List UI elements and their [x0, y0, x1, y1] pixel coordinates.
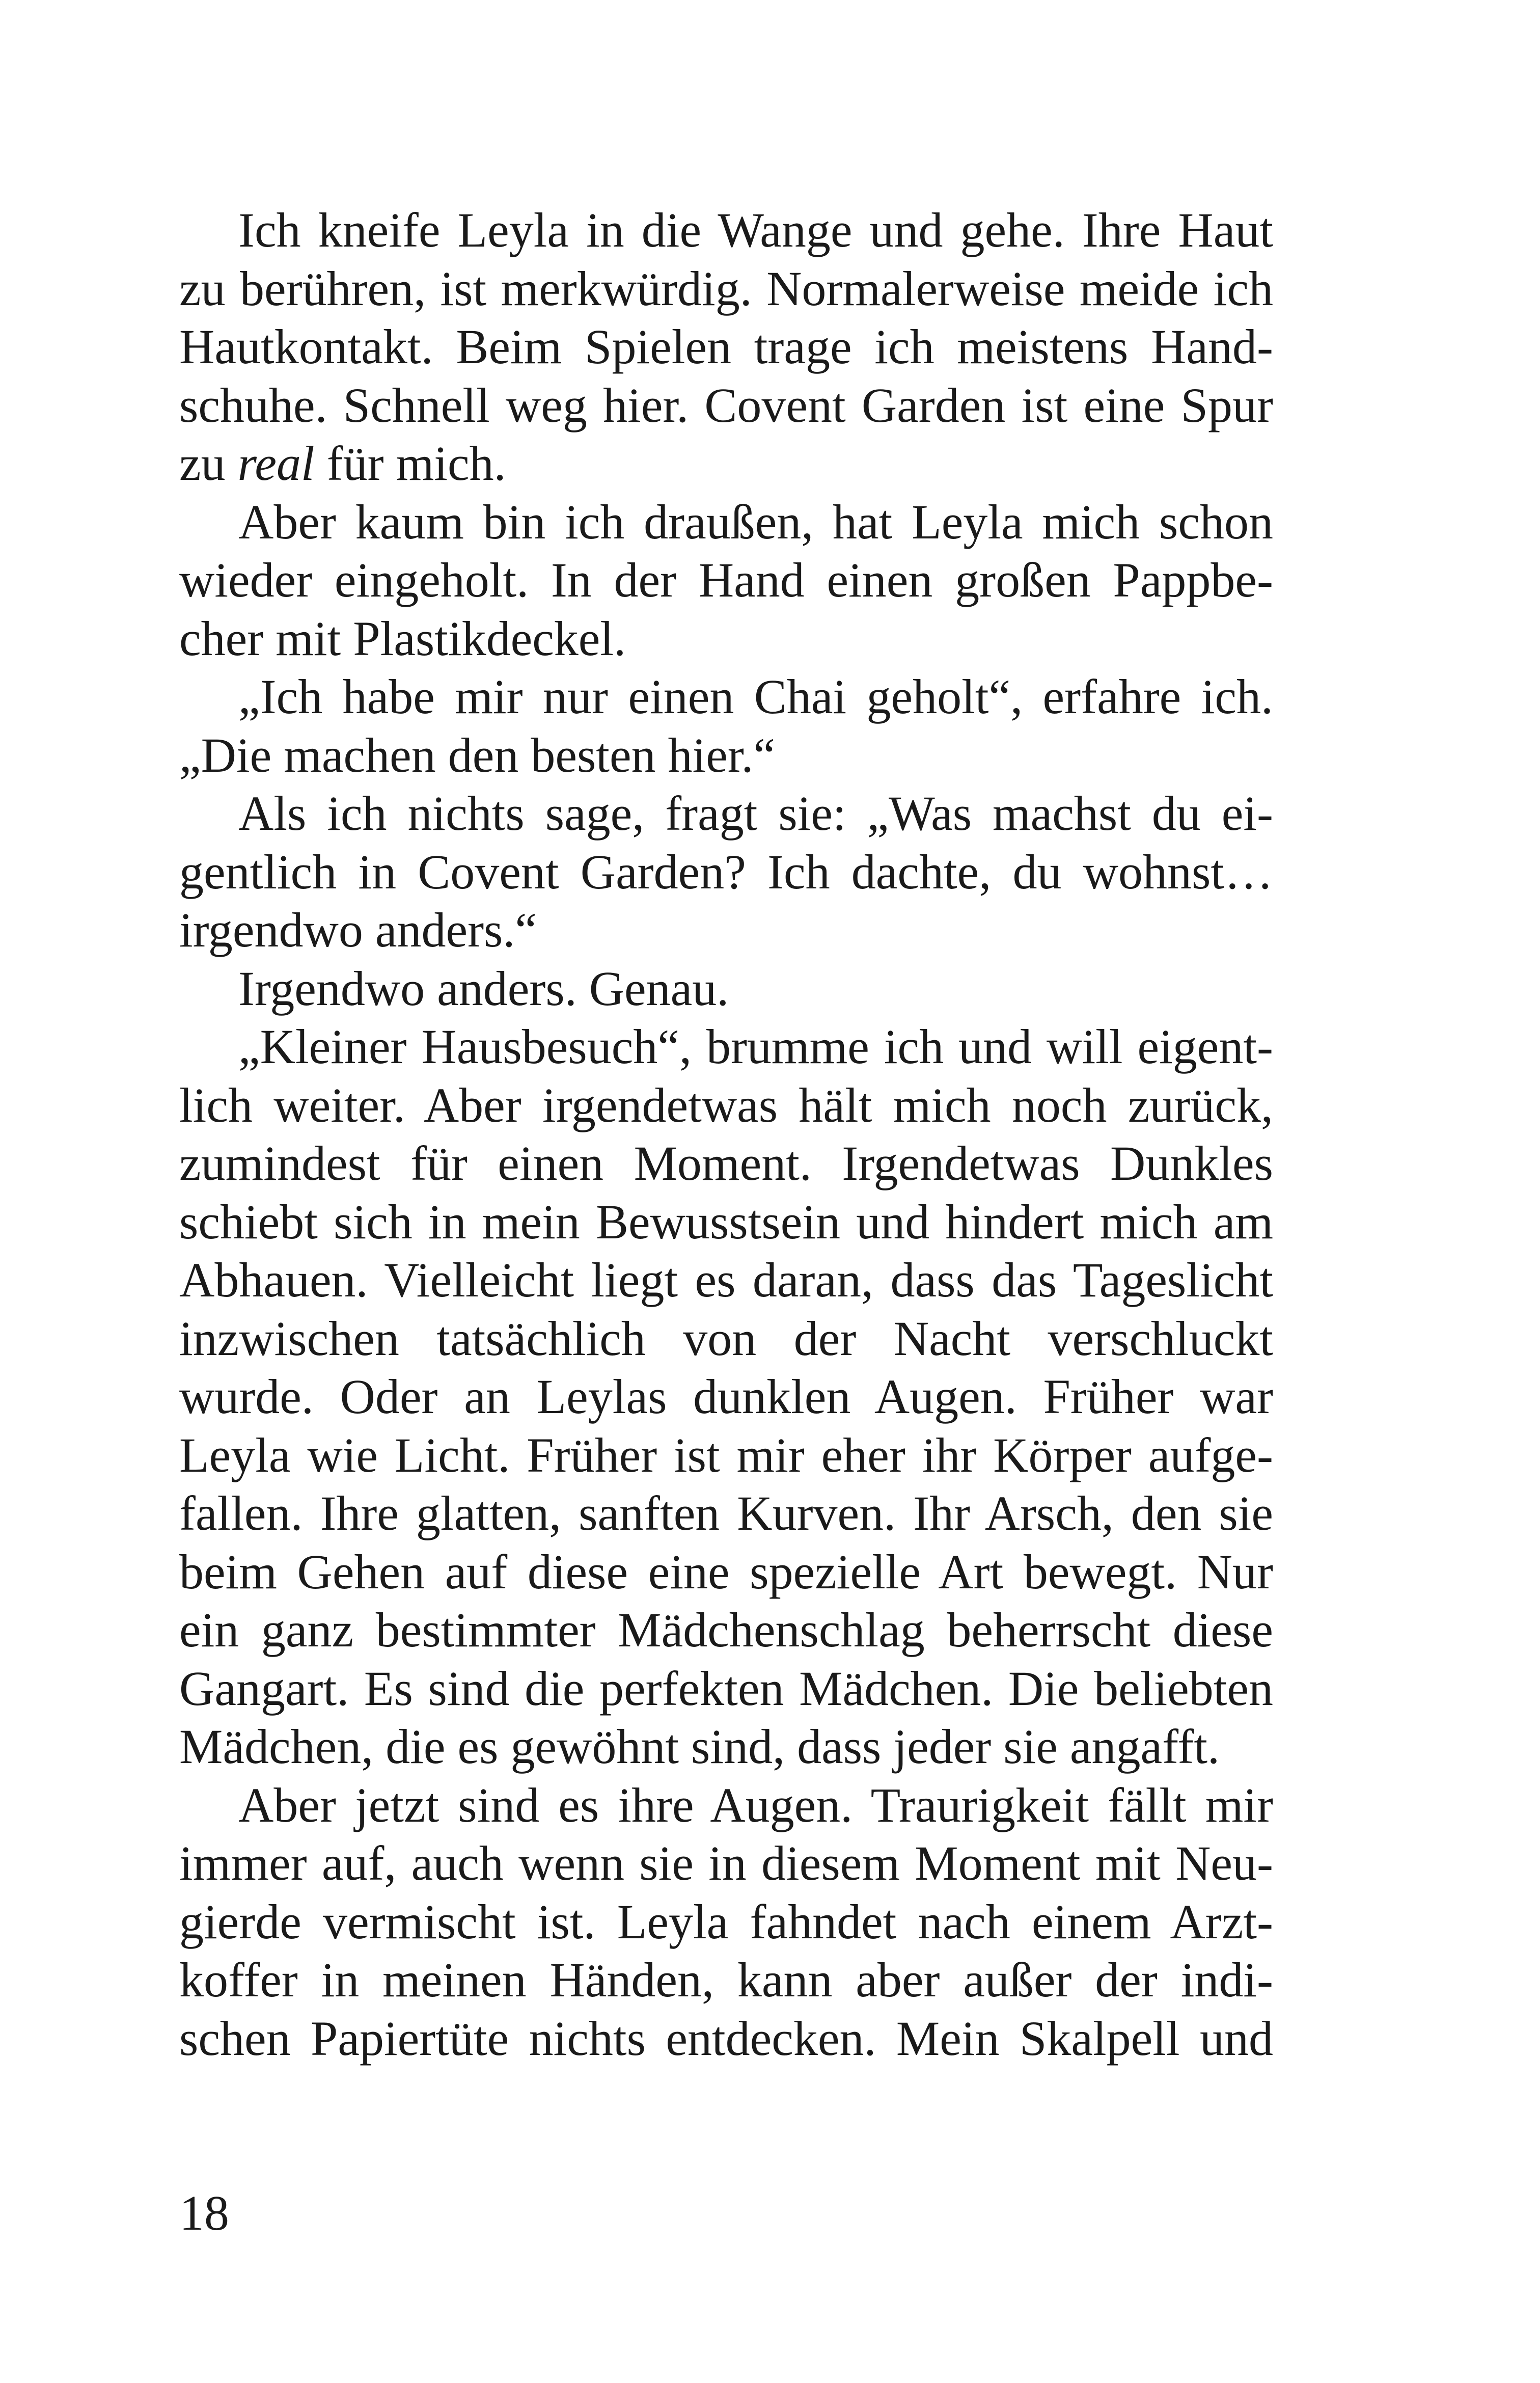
text-line: gierde vermischt ist. Leyla fahndet nach einem Arzt-: [179, 1894, 1273, 1949]
text-line: schen Papiertüte nichts entdecken. Mein Skalpell und: [179, 2011, 1273, 2066]
text-line: Als ich nichts sage, fragt sie: „Was machst du ei-: [238, 786, 1273, 841]
text-line: Aber jetzt sind es ihre Augen. Traurigkeit fällt mir: [238, 1777, 1273, 1832]
text-line: zumindest für einen Moment. Irgendetwas Dunkles: [179, 1136, 1273, 1190]
text-line: Irgendwo anders. Genau.: [238, 961, 729, 1016]
text-line: cher mit Plastikdeckel.: [179, 611, 626, 666]
text-line: lich weiter. Aber irgendetwas hält mich noch zurück,: [179, 1077, 1273, 1132]
text-line: „Ich habe mir nur einen Chai geholt“, erfahre ich.: [238, 669, 1273, 724]
text-line: Hautkontakt. Beim Spielen trage ich meistens Hand-: [179, 319, 1273, 374]
paragraph-4: [179, 784, 1273, 960]
paragraph-6: [179, 1018, 1273, 1776]
paragraph-7: [179, 1776, 1273, 2068]
paragraph-5: [179, 960, 1273, 1018]
italic-word: real: [237, 436, 315, 491]
paragraph-1: [179, 201, 1273, 493]
body-text: [179, 201, 1273, 2068]
text-fragment: zu: [179, 436, 238, 491]
text-line: ein ganz bestimmter Mädchenschlag beherrscht diese: [179, 1603, 1273, 1657]
text-line: schuhe. Schnell weg hier. Covent Garden ist eine Spur: [179, 377, 1273, 432]
text-line: wurde. Oder an Leylas dunklen Augen. Früher war: [179, 1369, 1273, 1424]
text-line: Abhauen. Vielleicht liegt es daran, dass das Tageslicht: [179, 1253, 1273, 1307]
text-line: Gangart. Es sind die perfekten Mädchen. Die beliebten: [179, 1661, 1273, 1716]
text-line: irgendwo anders.“: [179, 903, 537, 957]
text-line: koffer in meinen Händen, kann aber außer der indi-: [179, 1953, 1273, 2007]
paragraph-3: [179, 668, 1273, 784]
page-number: 18: [179, 2186, 229, 2241]
paragraph-2: [179, 493, 1273, 668]
text-line: „Kleiner Hausbesuch“, brumme ich und will eigent-: [238, 1019, 1273, 1074]
text-line: Leyla wie Licht. Früher ist mir eher ihr Körper aufge-: [179, 1427, 1273, 1482]
text-fragment: für mich.: [314, 436, 506, 491]
text-line: immer auf, auch wenn sie in diesem Moment mit Neu-: [179, 1836, 1273, 1890]
text-line: Ich kneife Leyla in die Wange und gehe. Ihre Haut: [238, 203, 1273, 257]
text-line: inzwischen tatsächlich von der Nacht verschluckt: [179, 1311, 1273, 1366]
text-line: [179, 435, 1273, 493]
text-line: gentlich in Covent Garden? Ich dachte, du wohnst…: [179, 844, 1273, 899]
text-line: Mädchen, die es gewöhnt sind, dass jeder sie angafft.: [179, 1719, 1220, 1774]
text-line: „Die machen den besten hier.“: [179, 727, 776, 782]
text-line: zu berühren, ist merkwürdig. Normalerweise meide ich: [179, 261, 1273, 316]
text-line: fallen. Ihre glatten, sanften Kurven. Ihr Arsch, den sie: [179, 1486, 1273, 1540]
text-line: beim Gehen auf diese eine spezielle Art bewegt. Nur: [179, 1544, 1273, 1599]
text-line: wieder eingeholt. In der Hand einen großen Pappbe-: [179, 553, 1273, 607]
text-line: Aber kaum bin ich draußen, hat Leyla mich schon: [238, 494, 1273, 549]
text-line: schiebt sich in mein Bewusstsein und hindert mich am: [179, 1194, 1273, 1249]
